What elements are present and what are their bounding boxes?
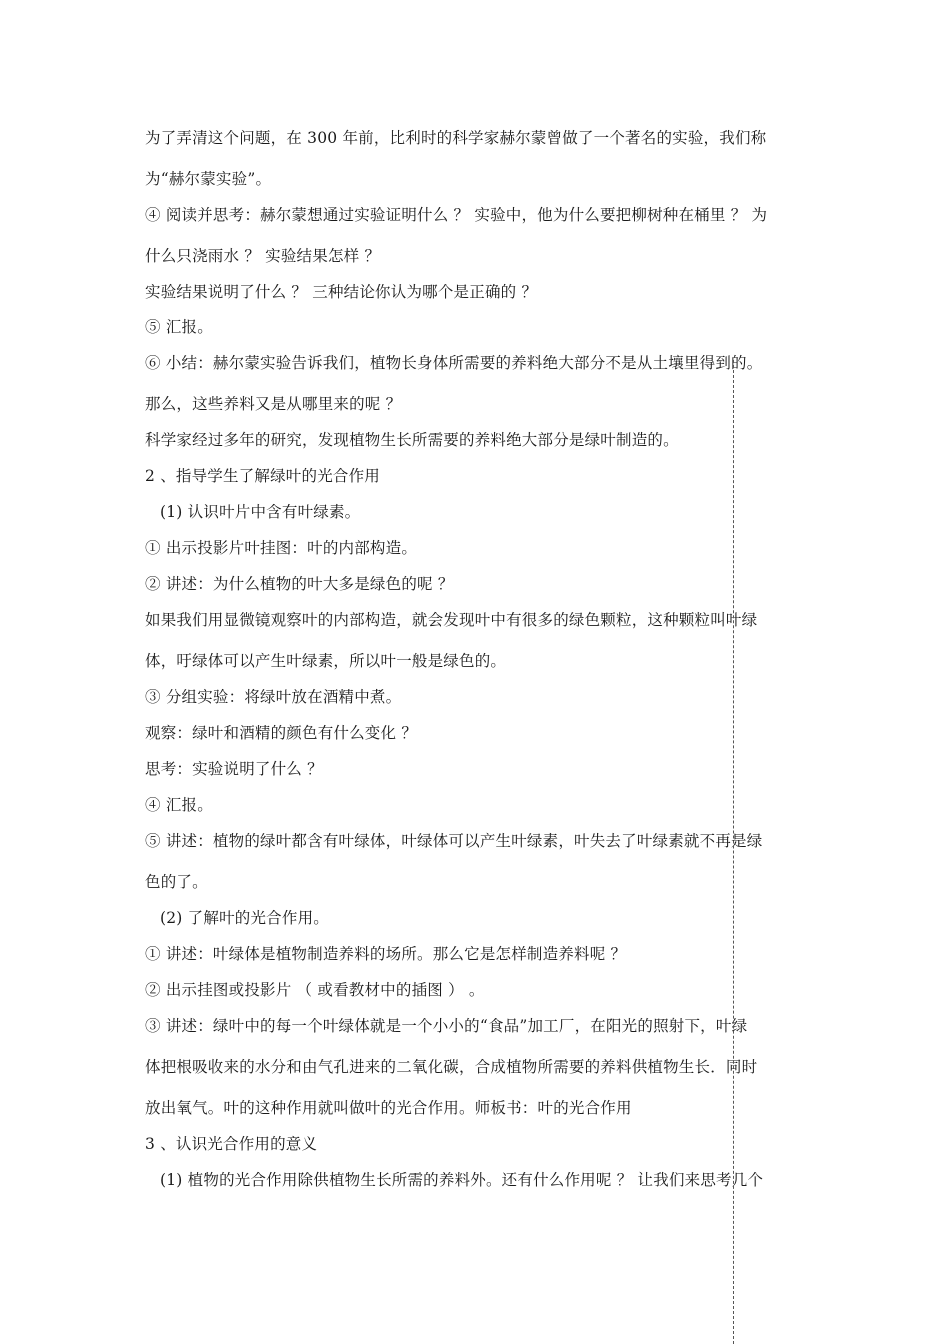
text-line: 色的了。 [145, 873, 208, 891]
text-line: 思考：实验说明了什么 ？ [145, 760, 323, 778]
text-line: ① 出示投影片叶挂图：叶的内部构造。 [145, 539, 418, 557]
dashed-margin-line [733, 360, 734, 1344]
text-line: 为了弄清这个问题，在 300 年前，比利时的科学家赫尔蒙曾做了一个著名的实验，我们称 [145, 129, 767, 147]
text-line: (1) 植物的光合作用除供植物生长所需的养料外。还有什么作用呢 ？ 让我们来思考几个 [160, 1171, 764, 1189]
text-line: 科学家经过多年的研究，发现植物生长所需要的养料绝大部分是绿叶制造的。 [145, 431, 679, 449]
text-line: 观察：绿叶和酒精的颜色有什么变化 ？ [145, 724, 418, 742]
text-line: 那么，这些养料又是从哪里来的呢 ？ [145, 395, 402, 413]
text-line: ③ 讲述：绿叶中的每一个叶绿体就是一个小小的“食品”加工厂，在阳光的照射下，叶绿 [145, 1017, 748, 1035]
subsection-heading: (2) 了解叶的光合作用。 [160, 909, 329, 927]
text-line: ③ 分组实验：将绿叶放在酒精中煮。 [145, 688, 402, 706]
text-line: 实验结果说明了什么 ？ 三种结论你认为哪个是正确的 ？ [145, 283, 538, 301]
text-line: 体，吁绿体可以产生叶绿素，所以叶一般是绿色的。 [145, 652, 507, 670]
text-line: ① 讲述：叶绿体是植物制造养料的场所。那么它是怎样制造养料呢 ？ [145, 945, 627, 963]
text-line: 什么只浇雨水 ？ 实验结果怎样 ？ [145, 247, 381, 265]
text-line: ⑤ 汇报。 [145, 318, 213, 336]
text-line: ⑥ 小结：赫尔蒙实验告诉我们，植物长身体所需要的养料绝大部分不是从土壤里得到的。 [145, 354, 763, 372]
text-line: ④ 阅读并思考：赫尔蒙想通过实验证明什么 ？ 实验中，他为什么要把柳树种在桶里 ？ 为 [145, 206, 768, 224]
text-line: ⑤ 讲述：植物的绿叶都含有叶绿体，叶绿体可以产生叶绿素，叶失去了叶绿素就不再是绿 [145, 832, 763, 850]
text-line: 放出氧气。叶的这种作用就叫做叶的光合作用。师板书：叶的光合作用 [145, 1099, 632, 1117]
section-heading: 2 、指导学生了解绿叶的光合作用 [145, 467, 380, 485]
text-line: 体把根吸收来的水分和由气孔进来的二氧化碳，合成植物所需要的养料供植物生长．同时 [145, 1058, 758, 1076]
text-line: ② 出示挂图或投影片 （ 或看教材中的插图 ） 。 [145, 981, 485, 999]
text-line: ② 讲述：为什么植物的叶大多是绿色的呢 ？ [145, 575, 454, 593]
section-heading: 3 、认识光合作用的意义 [145, 1135, 318, 1153]
text-line: 如果我们用显微镜观察叶的内部构造，就会发现叶中有很多的绿色颗粒，这种颗粒叫叶绿 [145, 611, 758, 629]
subsection-heading: (1) 认识叶片中含有叶绿素。 [160, 503, 361, 521]
text-line: ④ 汇报。 [145, 796, 213, 814]
text-line: 为“赫尔蒙实验”。 [145, 170, 272, 188]
